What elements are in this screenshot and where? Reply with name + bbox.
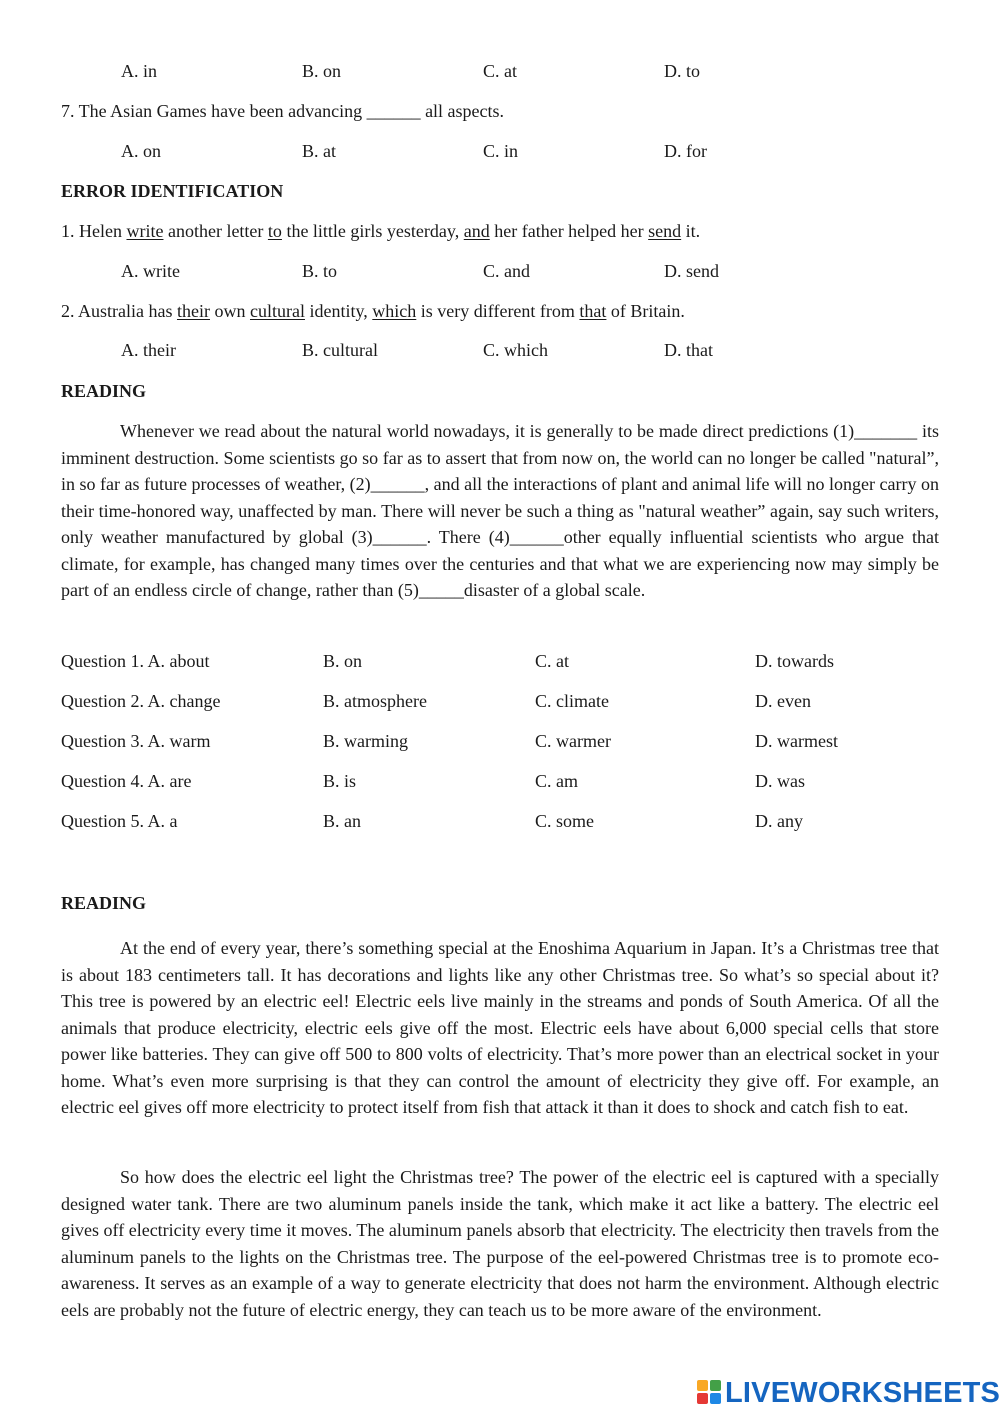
ei-q2-underlined-b: cultural <box>249 301 305 321</box>
ei-q1-option-b[interactable]: B. to <box>302 261 338 281</box>
ei-q1-text-2: another letter <box>163 221 268 241</box>
ei-q2-underlined-c: which <box>372 301 417 321</box>
r1-question-4-option-d[interactable]: D. was <box>755 771 805 791</box>
q7-option-b[interactable]: B. at <box>302 141 336 161</box>
ei-q1-stem <box>61 221 700 242</box>
r1-question-3-label[interactable]: Question 3. A. warm <box>61 731 211 751</box>
ei-q1-option-a[interactable]: A. write <box>121 261 180 281</box>
r1-question-2-label[interactable]: Question 2. A. change <box>61 691 221 711</box>
r1-question-4-option-b[interactable]: B. is <box>323 771 357 791</box>
ei-q2-stem <box>61 301 685 322</box>
ei-q2-option-b[interactable]: B. cultural <box>302 340 378 360</box>
q6-option-d[interactable]: D. to <box>664 61 700 81</box>
reading-1-heading: READING <box>61 381 147 401</box>
ei-q1-text-3: the little girls yesterday, <box>281 221 464 241</box>
r1-question-1-option-b[interactable]: B. on <box>323 651 363 671</box>
q6-option-a[interactable]: A. in <box>121 61 157 81</box>
ei-q2-option-a[interactable]: A. their <box>121 340 176 360</box>
r1-question-2-option-b[interactable]: B. atmosphere <box>323 691 427 711</box>
q7-option-c[interactable]: C. in <box>483 141 519 161</box>
r1-question-2-option-c[interactable]: C. climate <box>535 691 609 711</box>
ei-q1-text-5: it. <box>681 221 701 241</box>
r1-question-5-option-c[interactable]: C. some <box>535 811 595 831</box>
ei-q2-text-1: 2. Australia has <box>61 301 177 321</box>
reading-2-paragraph-1: At the end of every year, there’s something special at the Enoshima Aquarium in Japan. It’s a Christmas tree that is about 183 centimeters tall. It has decorations and lights like any other Christmas tree. So what’s so special about it? This tree is powered by an electric eel! Electric eels live mainly in the streams and ponds of South America. Of all the animals that produce electricity, electric eels give off the most. Electric eels have about 6,000 special cells that store power like batteries. They can give off 500 to 800 volts of electricity. That’s more power than an electrical socket in your home. What’s even more surprising is that they can control the amount of electricity they give off. For example, an electric eel gives off more electricity to protect itself from fish that attack it than it does to shock and catch fish to eat. <box>61 938 939 1117</box>
ei-q1-option-c[interactable]: C. and <box>483 261 530 281</box>
liveworksheets-wordmark: LIVEWORKSHEETS <box>725 1376 1000 1409</box>
ei-q1-underlined-d: send <box>648 221 682 241</box>
ei-q2-underlined-d: that <box>579 301 607 321</box>
ei-q2-text-4: is very different from <box>416 301 580 321</box>
r1-question-2-option-d[interactable]: D. even <box>755 691 811 711</box>
ei-q2-text-3: identity, <box>304 301 373 321</box>
r1-question-5-label[interactable]: Question 5. A. a <box>61 811 178 831</box>
ei-q2-option-c[interactable]: C. which <box>483 340 548 360</box>
ei-q1-underlined-c: and <box>463 221 490 241</box>
ei-q2-text-2: own <box>209 301 250 321</box>
ei-q2-option-d[interactable]: D. that <box>664 340 713 360</box>
liveworksheets-logo <box>697 1376 1000 1410</box>
reading-1-passage: Whenever we read about the natural world nowadays, it is generally to be made direct predictions (1)_______ its imminent destruction. Some scientists go so far as to assert that from now on, the world can no longer be called "natural”, in so far as future processes of weather, (2)______, and all the interactions of plant and animal life will no longer carry on their time-honored way, unaffected by man. There will never be such a thing as "natural weather” again, say such writers, only weather manufactured by global (3)______. There (4)______other equally influential scientists who argue that climate, for example, has changed many times over the centuries and that what we are experiencing now may simply be part of an endless circle of change, rather than (5)_____disaster of a global scale. <box>61 421 939 600</box>
r1-question-5-option-b[interactable]: B. an <box>323 811 361 831</box>
ei-q1-text-1: 1. Helen <box>61 221 127 241</box>
ei-q1-option-d[interactable]: D. send <box>664 261 719 281</box>
error-identification-heading: ERROR IDENTIFICATION <box>61 181 284 201</box>
r1-question-1-label[interactable]: Question 1. A. about <box>61 651 210 671</box>
r1-question-1-option-c[interactable]: C. at <box>535 651 569 671</box>
ei-q2-text-5: of Britain. <box>606 301 685 321</box>
r1-question-3-option-b[interactable]: B. warming <box>323 731 408 751</box>
ei-q1-text-4: her father helped her <box>489 221 649 241</box>
q6-option-c[interactable]: C. at <box>483 61 517 81</box>
ei-q1-underlined-a: write <box>126 221 164 241</box>
r1-question-4-option-c[interactable]: C. am <box>535 771 578 791</box>
r1-question-5-option-d[interactable]: D. any <box>755 811 803 831</box>
r1-question-4-label[interactable]: Question 4. A. are <box>61 771 192 791</box>
liveworksheets-logo-icon <box>697 1380 723 1406</box>
reading-2-paragraph-2: So how does the electric eel light the Christmas tree? The power of the electric eel is captured with a specially designed water tank. There are two aluminum panels inside the tank, which make it act like a battery. The electric eel gives off electricity every time it moves. The aluminum panels absorb that electricity. The electricity then travels from the aluminum panels to the lights on the Christmas tree. The purpose of the eel-powered Christmas tree is to promote eco-awareness. It serves as an example of a way to generate electricity that does not harm the environment. Although electric eels are probably not the future of electric energy, they can teach us to be more aware of the environment. <box>61 1167 939 1320</box>
q7-option-d[interactable]: D. for <box>664 141 707 161</box>
r1-question-3-option-c[interactable]: C. warmer <box>535 731 611 751</box>
q6-option-b[interactable]: B. on <box>302 61 342 81</box>
ei-q2-underlined-a: their <box>176 301 210 321</box>
r1-question-3-option-d[interactable]: D. warmest <box>755 731 838 751</box>
reading-2-heading: READING <box>61 893 147 913</box>
q7-stem: 7. The Asian Games have been advancing ______ all aspects. <box>61 101 505 121</box>
q7-option-a[interactable]: A. on <box>121 141 161 161</box>
r1-question-1-option-d[interactable]: D. towards <box>755 651 834 671</box>
ei-q1-underlined-b: to <box>267 221 282 241</box>
